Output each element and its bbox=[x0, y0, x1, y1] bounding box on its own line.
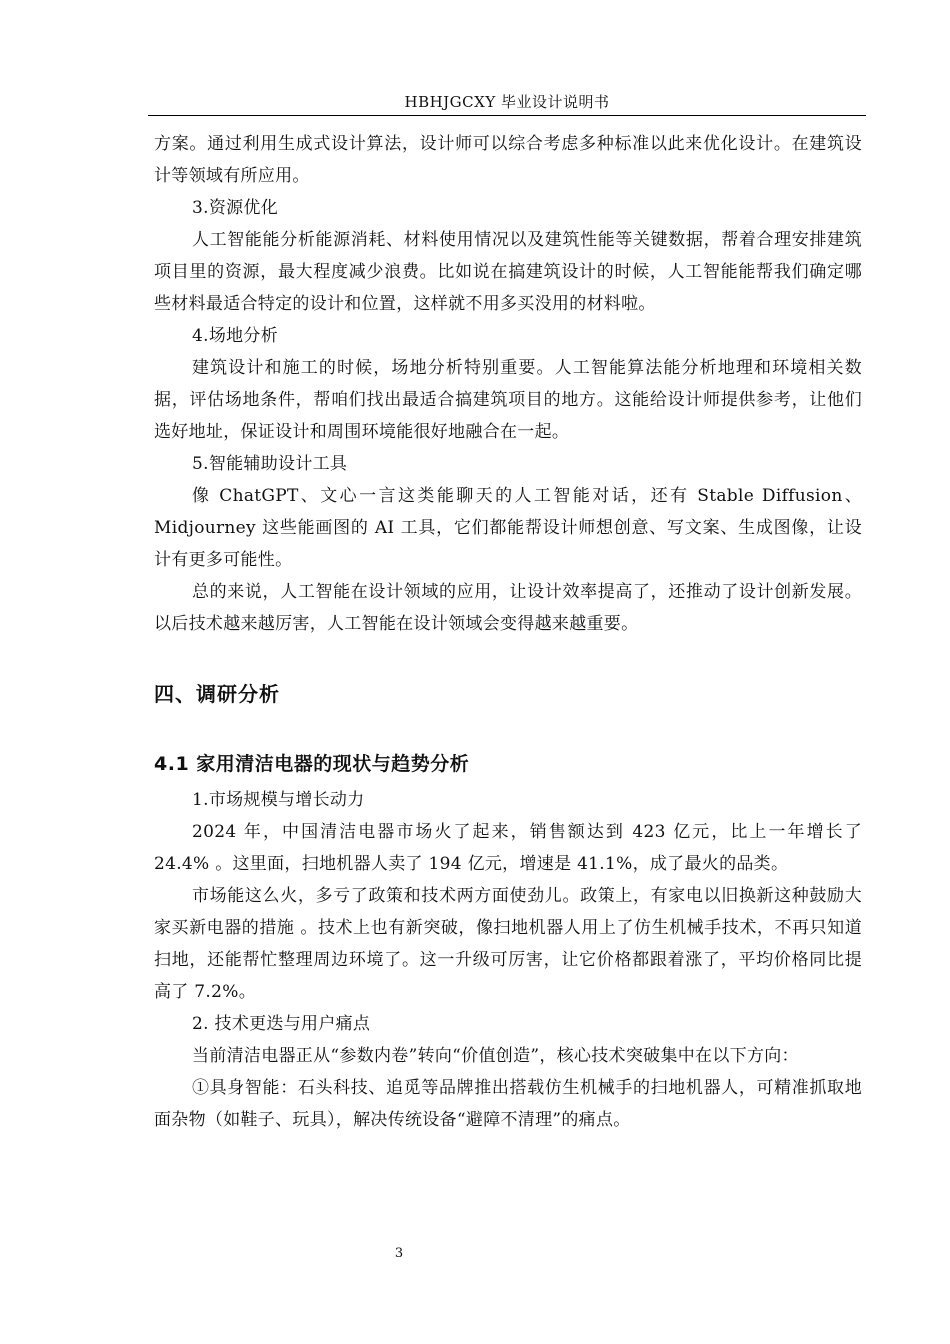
page-header: HBHJGCXY 毕业设计说明书 bbox=[404, 93, 610, 111]
paragraph-tech-direction: 当前清洁电器正从“参数内卷”转向“价值创造”，核心技术突破集中在以下方向： bbox=[192, 1046, 799, 1066]
paragraph-market-sales: 2024 年，中国清洁电器市场火了起来，销售额达到 423 亿元，比上一年增长了 24.4% 。这里面，扫地机器人卖了 194 亿元，增速是 41.1%，成了最火的品类。 bbox=[154, 822, 862, 874]
header-rule bbox=[148, 115, 866, 116]
heading-design-tools: 5.智能辅助设计工具 bbox=[192, 454, 348, 474]
page-number: 3 bbox=[394, 1246, 404, 1261]
paragraph-design-tools: 像 ChatGPT、文心一言这类能聊天的人工智能对话，还有 Stable Diffusion、Midjourney 这些能画图的 AI 工具，它们都能帮设计师想创意、写文案、生成图像，让设计有更多可能性。 bbox=[154, 486, 862, 570]
paragraph-summary: 总的来说，人工智能在设计领域的应用，让设计效率提高了，还推动了设计创新发展。以后技术越来越厉害，人工智能在设计领域会变得越来越重要。 bbox=[154, 582, 862, 634]
heading-market-size: 1.市场规模与增长动力 bbox=[192, 790, 365, 810]
heading-site-analysis: 4.场地分析 bbox=[192, 326, 279, 346]
heading-resource-optimization: 3.资源优化 bbox=[192, 198, 279, 218]
paragraph-market-drivers: 市场能这么火，多亏了政策和技术两方面使劲儿。政策上，有家电以旧换新这种鼓励大家买新电器的措施 。技术上也有新突破，像扫地机器人用上了仿生机械手技术，不再只知道扫地，还能帮忙整理周边环境了。这一升级可厉害，让它价格都跟着涨了，平均价格同比提高了 7.2%。 bbox=[154, 886, 862, 1002]
section-title-research-analysis: 四、调研分析 bbox=[154, 682, 280, 706]
paragraph-embodied-intelligence: ①具身智能：石头科技、追觅等品牌推出搭载仿生机械手的扫地机器人，可精准抓取地面杂物（如鞋子、玩具），解决传统设备“避障不清理”的痛点。 bbox=[154, 1078, 862, 1130]
page-body bbox=[154, 128, 862, 1136]
subsection-title-cleaning-appliances: 4.1 家用清洁电器的现状与趋势分析 bbox=[154, 753, 470, 775]
paragraph-generative-design: 方案。通过利用生成式设计算法，设计师可以综合考虑多种标准以此来优化设计。在建筑设计等领域有所应用。 bbox=[154, 134, 862, 186]
paragraph-resource-optimization: 人工智能能分析能源消耗、材料使用情况以及建筑性能等关键数据，帮着合理安排建筑项目里的资源，最大程度减少浪费。比如说在搞建筑设计的时候，人工智能能帮我们确定哪些材料最适合特定的设计和位置，这样就不用多买没用的材料啦。 bbox=[154, 230, 862, 314]
heading-tech-iteration: 2. 技术更迭与用户痛点 bbox=[192, 1014, 371, 1034]
paragraph-site-analysis: 建筑设计和施工的时候，场地分析特别重要。人工智能算法能分析地理和环境相关数据，评估场地条件，帮咱们找出最适合搞建筑项目的地方。这能给设计师提供参考，让他们选好地址，保证设计和周围环境能很好地融合在一起。 bbox=[154, 358, 862, 442]
